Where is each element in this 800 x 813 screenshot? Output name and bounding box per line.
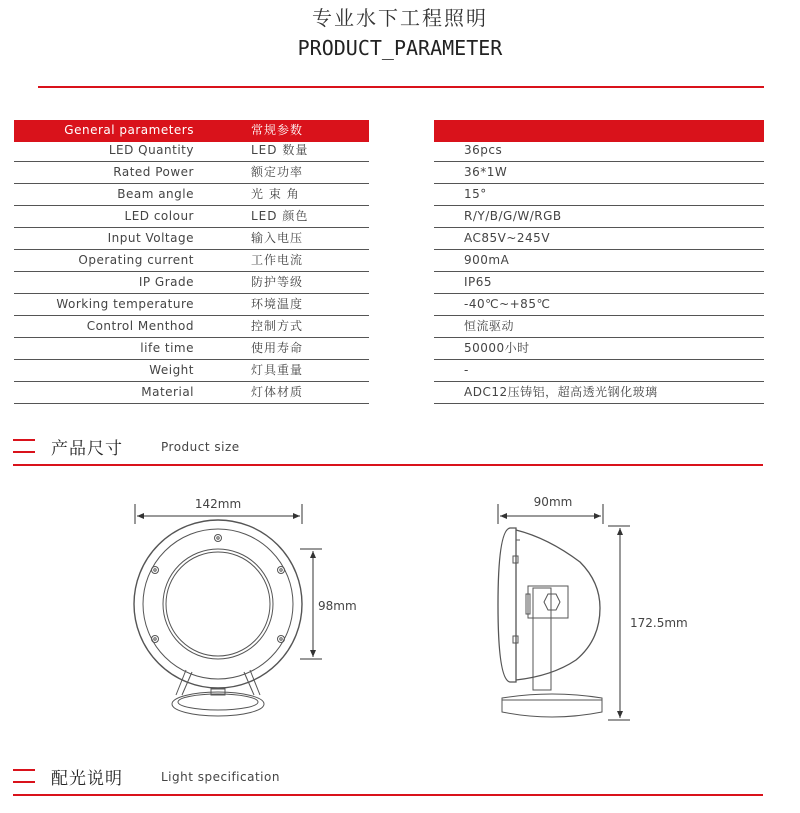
param-name-en: LED colour [124, 209, 194, 223]
side-width-label: 90mm [533, 495, 573, 509]
value-row [434, 206, 764, 228]
value-row [434, 360, 764, 382]
param-name-cn: 环境温度 [251, 297, 304, 311]
param-row [14, 228, 369, 250]
section-title-cn: 产品尺寸 [51, 439, 123, 459]
param-value: 900mA [464, 253, 510, 267]
page-title-cn: 专业水下工程照明 [312, 6, 488, 30]
param-row [14, 360, 369, 382]
param-name-cn: LED 颜色 [251, 209, 309, 223]
section-light-spec [13, 764, 763, 800]
value-row [434, 162, 764, 184]
param-value: AC85V~245V [464, 231, 551, 245]
param-table-header [14, 120, 369, 142]
param-name-en: Working temperature [56, 297, 194, 311]
value-row [434, 338, 764, 360]
section-underline [13, 464, 763, 466]
section-mark [13, 439, 35, 453]
param-value: 15° [464, 187, 487, 201]
param-row [14, 272, 369, 294]
param-row [14, 206, 369, 228]
param-value: -40℃~+85℃ [464, 297, 551, 311]
param-row [14, 162, 369, 184]
value-row [434, 294, 764, 316]
param-name-en: IP Grade [138, 275, 194, 289]
param-name-en: Weight [149, 363, 194, 377]
param-value: 50000小时 [464, 341, 530, 355]
section-underline [13, 794, 763, 796]
param-header-cn: 常规参数 [251, 123, 304, 137]
param-row [14, 382, 369, 404]
param-header-en: General parameters [64, 123, 194, 137]
param-name-en: Input Voltage [107, 231, 194, 245]
section-title-cn: 配光说明 [51, 769, 123, 789]
param-name-cn: 工作电流 [251, 253, 304, 267]
product-drawings [0, 490, 800, 730]
value-table-header [434, 120, 764, 142]
param-value: 恒流驱动 [464, 319, 515, 333]
value-row [434, 184, 764, 206]
param-name-cn: 控制方式 [251, 319, 304, 333]
param-value: R/Y/B/G/W/RGB [464, 209, 562, 223]
param-name-cn: 灯具重量 [251, 363, 304, 377]
front-width-label: 142mm [194, 497, 242, 511]
param-name-en: Control Menthod [86, 319, 194, 333]
param-name-en: Beam angle [117, 187, 194, 201]
param-name-en: Material [141, 385, 194, 399]
value-row [434, 316, 764, 338]
section-mark [13, 769, 35, 783]
param-name-cn: 额定功率 [251, 165, 304, 179]
param-row [14, 250, 369, 272]
section-title-en: Light specification [161, 770, 280, 784]
section-product-size [13, 434, 763, 470]
param-name-cn: 光 束 角 [251, 187, 300, 201]
value-row [434, 272, 764, 294]
title-underline [38, 86, 764, 88]
param-value: IP65 [464, 275, 493, 289]
param-name-en: life time [140, 341, 194, 355]
param-value: 36*1W [464, 165, 508, 179]
value-row [434, 140, 764, 162]
value-row [434, 382, 764, 404]
value-row [434, 228, 764, 250]
param-value: - [464, 363, 469, 377]
param-name-cn: 灯体材质 [251, 385, 304, 399]
param-name-cn: 使用寿命 [251, 341, 304, 355]
value-row [434, 250, 764, 272]
param-row [14, 294, 369, 316]
param-name-cn: 输入电压 [251, 231, 304, 245]
param-row [14, 316, 369, 338]
param-row [14, 140, 369, 162]
page-title-en: PRODUCT_PARAMETER [297, 36, 503, 60]
param-row [14, 338, 369, 360]
side-view-drawing [498, 495, 688, 720]
param-row [14, 184, 369, 206]
param-value: ADC12压铸铝，超高透光钢化玻璃 [464, 385, 658, 399]
param-value: 36pcs [464, 143, 503, 157]
section-title-en: Product size [161, 440, 240, 454]
param-name-cn: LED 数量 [251, 143, 309, 157]
front-view-drawing [134, 497, 357, 716]
param-name-en: Rated Power [113, 165, 194, 179]
param-name-en: Operating current [78, 253, 194, 267]
param-name-cn: 防护等级 [251, 275, 304, 289]
front-height-label: 98mm [318, 599, 357, 613]
param-name-en: LED Quantity [108, 143, 194, 157]
side-height-label: 172.5mm [630, 616, 688, 630]
